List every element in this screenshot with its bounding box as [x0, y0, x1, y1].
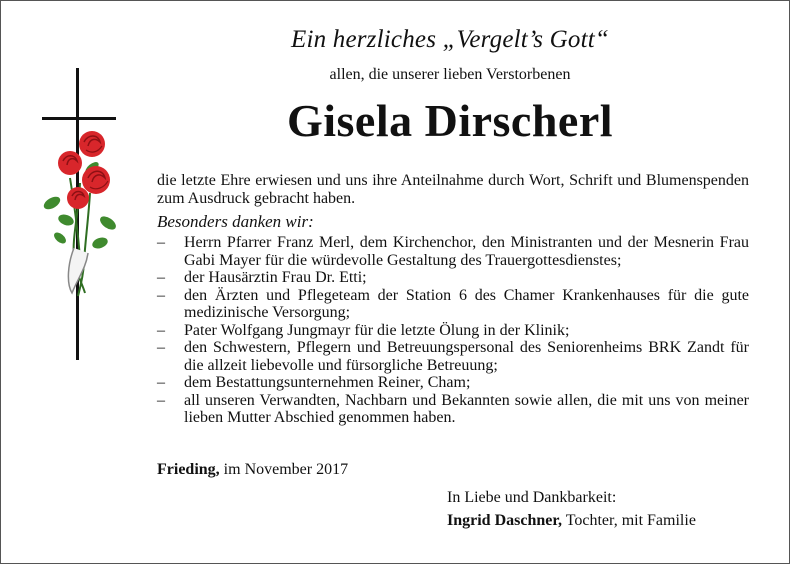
thanks-item: [157, 234, 749, 269]
thanks-list: [157, 234, 749, 427]
dash-bullet: –: [157, 339, 165, 356]
thanks-item: [157, 322, 749, 340]
thanks-item: [157, 374, 749, 392]
rose-bottom-icon: [67, 187, 89, 209]
thanks-item-text: all unseren Verwandten, Nachbarn und Bekannten sowie allen, die mit uns von meiner lieben Mutter Abschied genommen haben.: [184, 391, 749, 426]
dash-bullet: –: [157, 374, 165, 391]
thanks-item-text: den Schwestern, Pflegern und Betreuungspersonal des Seniorenheims BRK Zandt für die allzeit liebevolle und fürsorgliche Betreuung;: [184, 339, 749, 374]
thanks-item-text: Herrn Pfarrer Franz Merl, dem Kirchenchor, den Ministranten und der Mesnerin Frau Gabi Mayer für die würdevolle Gestaltung des Trauergottesdienstes;: [184, 234, 749, 269]
thanks-item-text: den Ärzten und Pflegeteam der Station 6 des Chamer Krankenhauses für die gute medizinische Versorgung;: [184, 286, 749, 321]
cross-with-roses-icon: [30, 68, 140, 363]
thanks-item-text: dem Bestattungsunternehmen Reiner, Cham;: [184, 374, 471, 391]
header-subline: allen, die unserer lieben Verstorbenen: [329, 66, 571, 83]
dash-bullet: –: [157, 269, 165, 286]
thanks-item: [157, 287, 749, 322]
intro-text: die letzte Ehre erwiesen und uns ihre Anteilnahme durch Wort, Schrift und Blumenspenden zum Ausdruck gebracht haben.: [157, 172, 749, 207]
place: Frieding,: [157, 461, 220, 478]
signer-relation: Tochter, mit Familie: [565, 512, 696, 529]
place-date: [157, 461, 348, 479]
rose-left-icon: [58, 151, 82, 175]
dash-bullet: –: [157, 321, 165, 339]
thanks-heading: Besonders danken wir:: [157, 212, 314, 231]
dash-bullet: –: [157, 391, 165, 409]
dash-bullet: –: [157, 286, 165, 304]
rose-middle-icon: [82, 166, 110, 194]
header-thanks-line: Ein herzliches „Vergelt’s Gott“: [290, 26, 609, 53]
deceased-name: Gisela Dirscherl: [286, 95, 614, 146]
signature: [447, 512, 696, 530]
thanks-item-text: Pater Wolfgang Jungmayr für die letzte Ölung in der Klinik;: [184, 321, 570, 339]
thanks-item-text: der Hausärztin Frau Dr. Etti;: [184, 269, 367, 286]
thanks-item: [157, 392, 749, 427]
closing-line: In Liebe und Dankbarkeit:: [447, 489, 617, 506]
date: im November 2017: [223, 461, 349, 478]
rose-top-icon: [79, 131, 105, 157]
thanks-item: [157, 339, 749, 374]
dash-bullet: –: [157, 234, 165, 251]
signer-name: Ingrid Daschner,: [447, 512, 562, 529]
thanks-item: [157, 269, 749, 287]
